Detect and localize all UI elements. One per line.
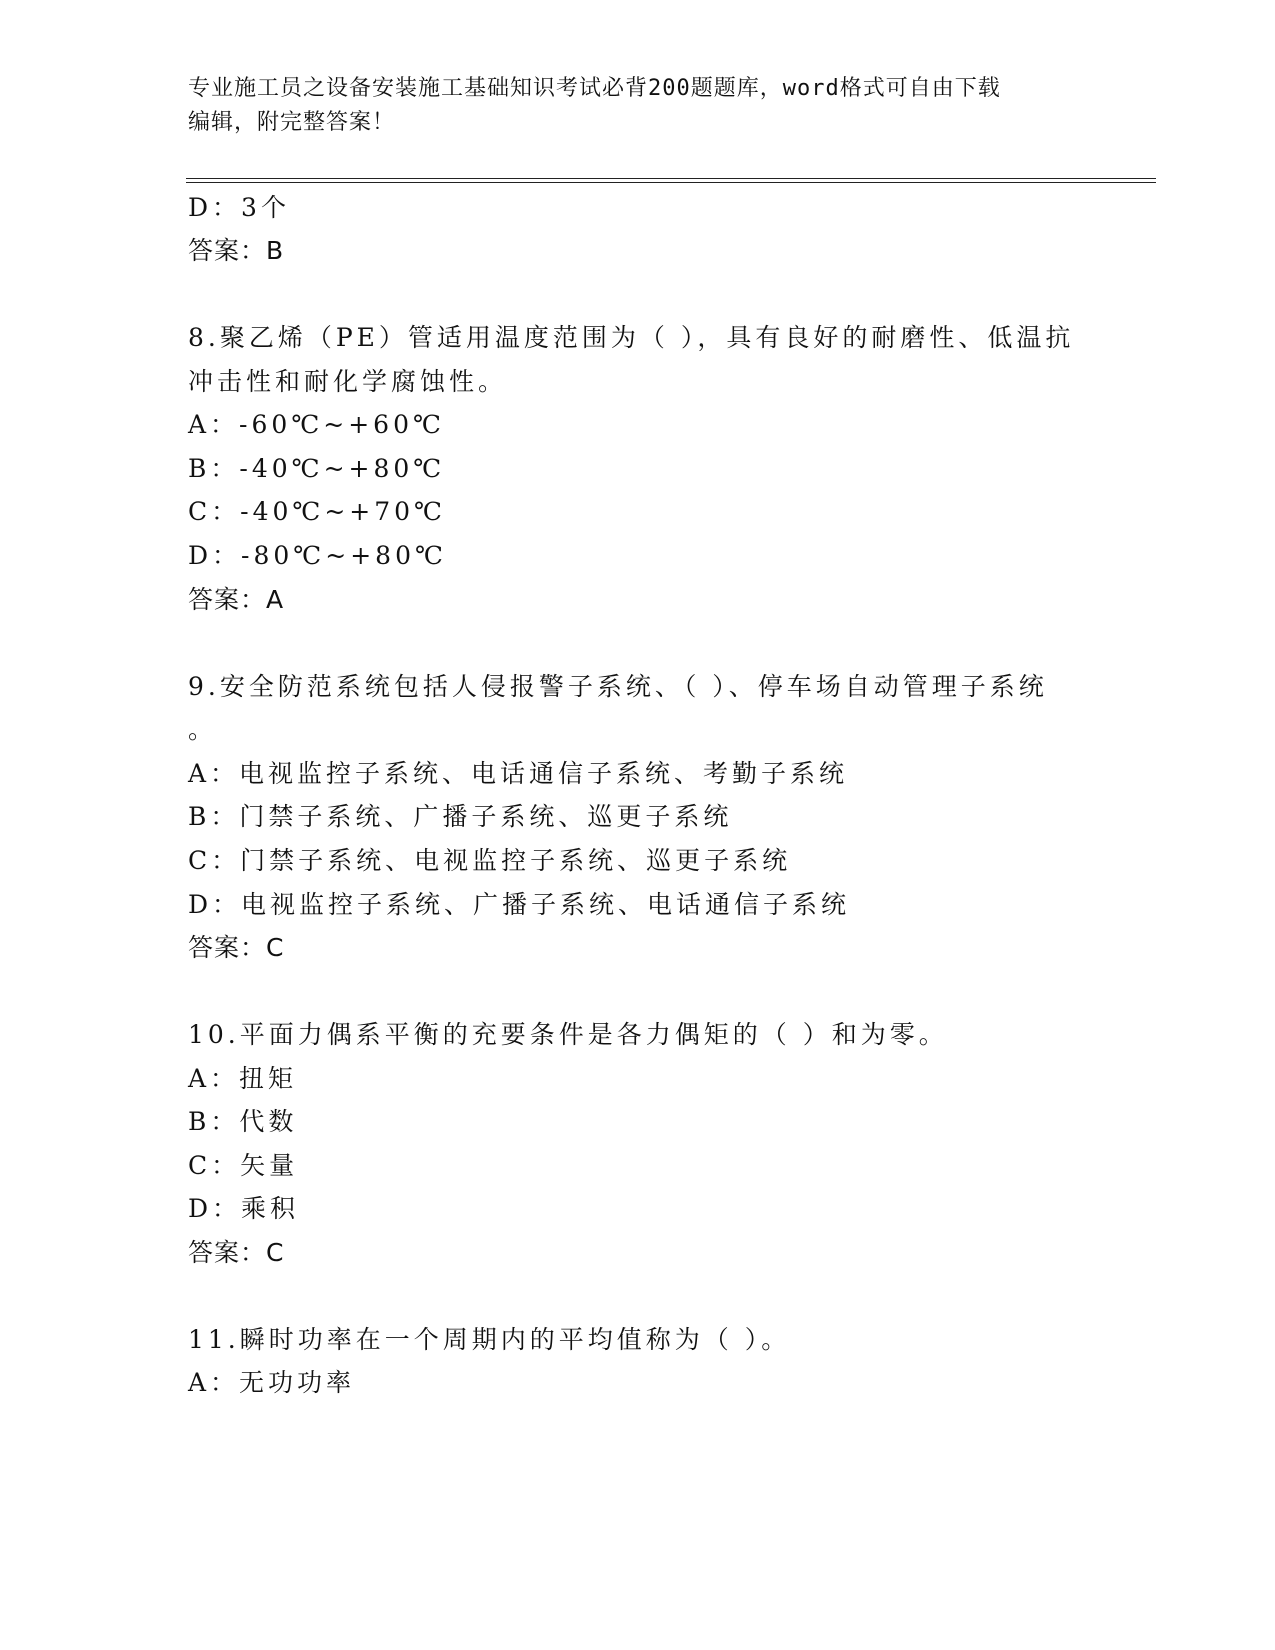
q9-stem-line-1: 9.安全防范系统包括人侵报警子系统、（ ）、停车场自动管理子系统 bbox=[188, 672, 1048, 701]
q11-stem-line-1: 11.瞬时功率在一个周期内的平均值称为（ ）。 bbox=[188, 1325, 791, 1354]
q9-option-a: A：电视监控子系统、电话通信子系统、考勤子系统 bbox=[188, 759, 849, 788]
q10-stem-line-1: 10.平面力偶系平衡的充要条件是各力偶矩的（ ）和为零。 bbox=[188, 1020, 948, 1049]
q10-option-c: C：矢量 bbox=[188, 1151, 299, 1180]
q9-stem-line-2: 。 bbox=[188, 715, 218, 744]
q8-answer: 答案：A bbox=[188, 585, 285, 614]
q8-option-c: C：-40℃~+70℃ bbox=[188, 497, 447, 526]
header-title-line-1: 专业施工员之设备安装施工基础知识考试必背200题题库，word格式可自由下载 bbox=[188, 76, 1001, 101]
q8-option-b: B：-40℃~+80℃ bbox=[188, 454, 446, 483]
header-divider-top bbox=[186, 178, 1156, 179]
q11-option-a: A：无功功率 bbox=[188, 1368, 356, 1397]
q8-stem-line-1: 8.聚乙烯（PE）管适用温度范围为（ ），具有良好的耐磨性、低温抗 bbox=[188, 323, 1075, 352]
q8-option-d: D：-80℃~+80℃ bbox=[188, 541, 447, 570]
header-title-line-2: 编辑，附完整答案！ bbox=[188, 110, 396, 135]
q9-option-d: D：电视监控子系统、广播子系统、电话通信子系统 bbox=[188, 890, 851, 919]
q9-answer: 答案：C bbox=[188, 933, 285, 962]
header-divider-bottom bbox=[186, 182, 1156, 183]
prev-option-d: D：3个 bbox=[188, 193, 290, 222]
q8-stem-line-2: 冲击性和耐化学腐蚀性。 bbox=[188, 367, 508, 396]
q9-option-b: B：门禁子系统、广播子系统、巡更子系统 bbox=[188, 802, 733, 831]
q10-option-a: A：扭矩 bbox=[188, 1064, 298, 1093]
page-header bbox=[188, 72, 1088, 140]
q8-option-a: A：-60℃~+60℃ bbox=[188, 410, 445, 439]
q10-option-b: B：代数 bbox=[188, 1107, 298, 1136]
prev-answer: 答案：B bbox=[188, 236, 285, 265]
q10-answer: 答案：C bbox=[188, 1238, 285, 1267]
q10-option-d: D：乘积 bbox=[188, 1194, 300, 1223]
q9-option-c: C：门禁子系统、电视监控子系统、巡更子系统 bbox=[188, 846, 792, 875]
